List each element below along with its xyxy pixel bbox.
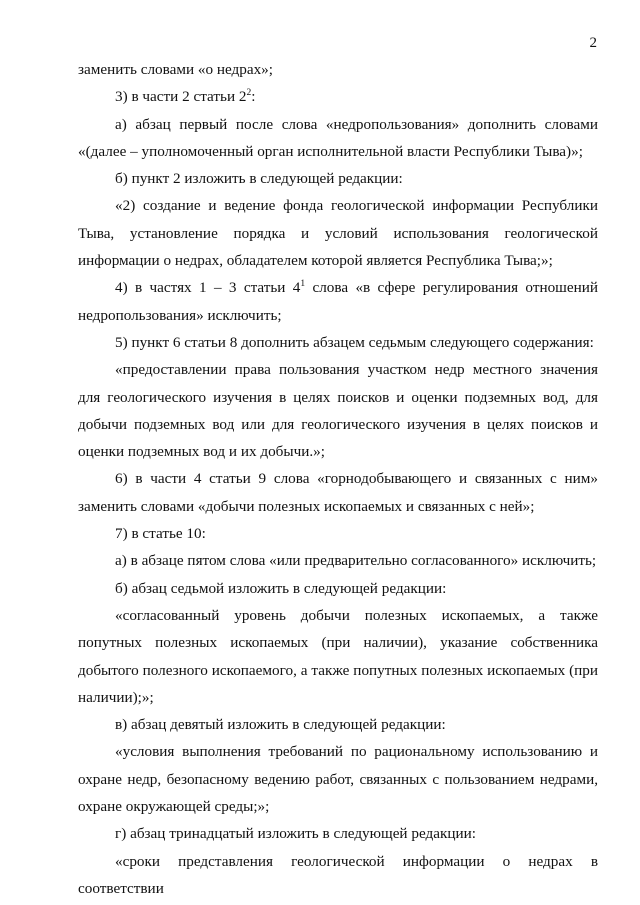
- paragraph-text: :: [251, 88, 256, 106]
- paragraph-15: [78, 738, 598, 820]
- paragraph-text: «согласованный уровень добычи полезных ископаемых, а также попутных полезных ископаемых (при наличии), указание собственника добытого полезного ископаемого, а также попутных полезных ископаемых (при наличии);»;: [78, 606, 598, 706]
- paragraph-text: 6) в части 4 статьи 9 слова «горнодобывающего и связанных с ним» заменить словами «добычи полезных ископаемых и связанных с ней»;: [78, 470, 598, 515]
- paragraph-text: «условия выполнения требований по рациональному использованию и охране недр, безопасному ведению работ, связанных с пользованием недрами, охране окружающей среды;»;: [78, 743, 598, 816]
- paragraph-text: в) абзац девятый изложить в следующей редакции:: [115, 716, 446, 734]
- superscript: 1: [300, 279, 306, 290]
- paragraph-3: [78, 111, 598, 166]
- paragraph-text: б) абзац седьмой изложить в следующей редакции:: [115, 579, 447, 597]
- paragraph-12: [78, 575, 598, 602]
- paragraph-text: а) в абзаце пятом слова «или предварительно согласованного» исключить;: [115, 552, 597, 570]
- superscript: 2: [246, 88, 252, 99]
- paragraph-1: [78, 56, 598, 83]
- paragraph-10: [78, 520, 598, 547]
- paragraph-13: [78, 602, 598, 711]
- paragraph-14: [78, 711, 598, 738]
- paragraph-text: г) абзац тринадцатый изложить в следующей редакции:: [115, 825, 476, 843]
- paragraph-text: б) пункт 2 изложить в следующей редакции:: [115, 170, 403, 188]
- paragraph-9: [78, 465, 598, 520]
- paragraph-text: 3) в части 2 статьи 2: [115, 88, 247, 106]
- paragraph-7: [78, 329, 598, 356]
- paragraph-11: [78, 547, 598, 574]
- paragraph-4: [78, 165, 598, 192]
- paragraph-text: «сроки представления геологической информации о недрах в соответствии: [78, 852, 598, 897]
- paragraph-text: заменить словами «о недрах»;: [78, 61, 273, 78]
- paragraph-2: [78, 83, 598, 110]
- paragraph-6: [78, 274, 598, 329]
- paragraph-16: [78, 820, 598, 847]
- paragraph-5: [78, 192, 598, 274]
- paragraph-text: а) абзац первый после слова «недропользования» дополнить словами «(далее – уполномоченный орган исполнительной власти Республики Тыва)»;: [78, 115, 598, 160]
- paragraph-text: «предоставлении права пользования участком недр местного значения для геологического изучения в целях поисков и оценки подземных вод, для добычи подземных вод или для геологического изучения в целях поисков и оценки подземных вод и их добычи.»;: [78, 361, 598, 461]
- paragraph-17: [78, 848, 598, 903]
- paragraph-text: 4) в частях 1 – 3 статьи 4: [115, 279, 301, 297]
- page-number: 2: [589, 35, 597, 51]
- paragraph-text: слова «в сфере регулирования отношений недропользования» исключить;: [78, 279, 599, 324]
- paragraph-text: 7) в статье 10:: [115, 525, 206, 543]
- document-body: [78, 56, 598, 902]
- paragraph-8: [78, 356, 598, 465]
- paragraph-text: 5) пункт 6 статьи 8 дополнить абзацем седьмым следующего содержания:: [115, 333, 594, 351]
- paragraph-text: «2) создание и ведение фонда геологической информации Республики Тыва, установление порядка и условий использования геологической информации о недрах, обладателем которой является Республика Тыва;»;: [78, 197, 598, 270]
